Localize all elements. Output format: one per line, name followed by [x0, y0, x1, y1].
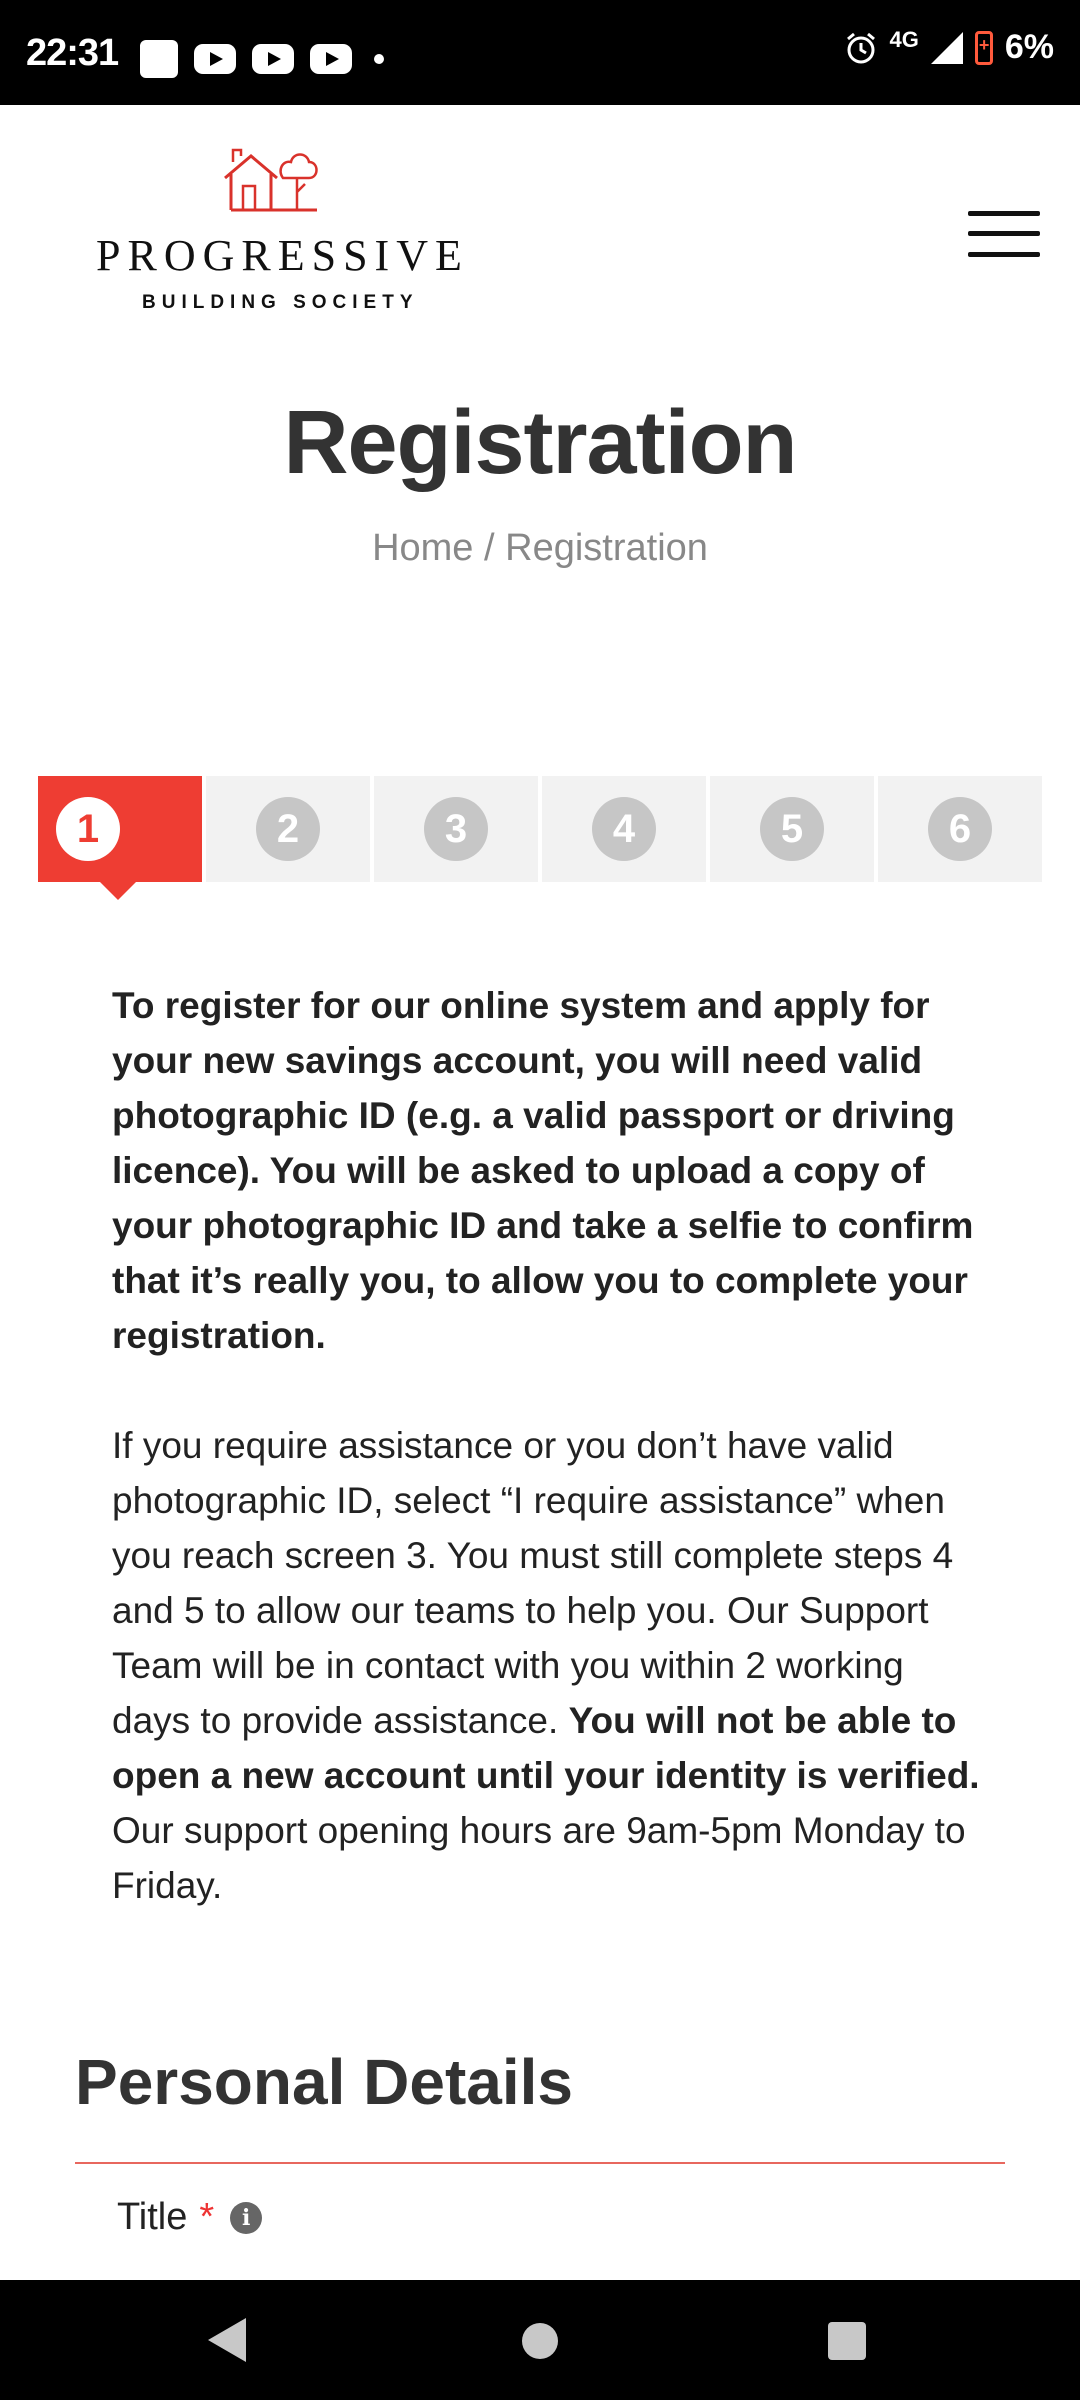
title-label: Title [117, 2196, 188, 2238]
logo-subtitle: BUILDING SOCIETY [142, 292, 419, 313]
youtube-notification-icon [252, 44, 294, 74]
step-number: 6 [928, 797, 992, 861]
alarm-icon [844, 31, 878, 65]
registration-steps [38, 776, 1042, 882]
step-1[interactable] [38, 776, 202, 882]
back-icon[interactable] [208, 2318, 246, 2362]
page-title: Registration [283, 393, 797, 493]
menu-button[interactable] [968, 205, 1044, 261]
step-6[interactable] [878, 776, 1042, 882]
step-5[interactable] [710, 776, 874, 882]
home-icon[interactable] [522, 2323, 558, 2359]
assistance-info [112, 1418, 982, 1913]
logo[interactable] [96, 148, 469, 318]
step-2[interactable] [206, 776, 370, 882]
opening-hours-text: Our support opening hours are 9am-5pm Monday to Friday. [112, 1810, 966, 1906]
youtube-notification-icon [310, 44, 352, 74]
logo-wordmark: PROGRESSIVE [96, 231, 469, 280]
breadcrumb [0, 527, 1080, 570]
assistance-text: If you require assistance or you don’t have valid photographic ID, select “I require assistance” when you reach screen 3. You must still complete steps 4 and 5 to allow our teams to help you. Our Support Team will be in contact with you within 2 working days to provide assistance. [112, 1425, 954, 1741]
step-number: 5 [760, 797, 824, 861]
section-divider [75, 2162, 1005, 2164]
more-notifications-icon [374, 54, 384, 64]
recents-icon[interactable] [828, 2322, 866, 2360]
step-number: 1 [56, 797, 120, 861]
step-number: 2 [256, 797, 320, 861]
status-bar [0, 0, 1080, 105]
breadcrumb-separator: / [473, 527, 506, 569]
hamburger-menu-icon [968, 252, 1040, 257]
title-field-label [117, 2196, 262, 2239]
info-icon[interactable]: i [230, 2202, 262, 2234]
notification-icons [140, 40, 384, 78]
step-3[interactable] [374, 776, 538, 882]
verification-warning: You will not be able to open a new account until your identity is verified. [112, 1700, 980, 1796]
section-title: Personal Details [75, 2046, 573, 2118]
intro-text: To register for our online system and apply for your new savings account, you will need valid photographic ID (e.g. a valid passport or driving licence). You will be asked to upload a copy of your photographic ID and take a selfie to confirm that it’s really you, to allow you to complete your registration. [112, 985, 974, 1356]
breadcrumb-current: Registration [505, 527, 708, 569]
battery-percent: 6% [1004, 28, 1054, 66]
step-4[interactable] [542, 776, 706, 882]
required-marker: * [199, 2196, 215, 2238]
battery-icon [975, 31, 993, 65]
signal-icon [931, 32, 963, 64]
network-type: 4G [889, 26, 919, 52]
house-logo-icon [221, 148, 321, 212]
status-time: 22:31 [26, 32, 119, 74]
breadcrumb-home-link[interactable]: Home [372, 527, 474, 569]
hamburger-menu-icon [968, 211, 1040, 216]
step-number: 4 [592, 797, 656, 861]
youtube-notification-icon [194, 44, 236, 74]
hamburger-menu-icon [968, 231, 1040, 236]
step-number: 3 [424, 797, 488, 861]
status-right [844, 28, 1055, 67]
app-notification-icon [140, 40, 178, 78]
